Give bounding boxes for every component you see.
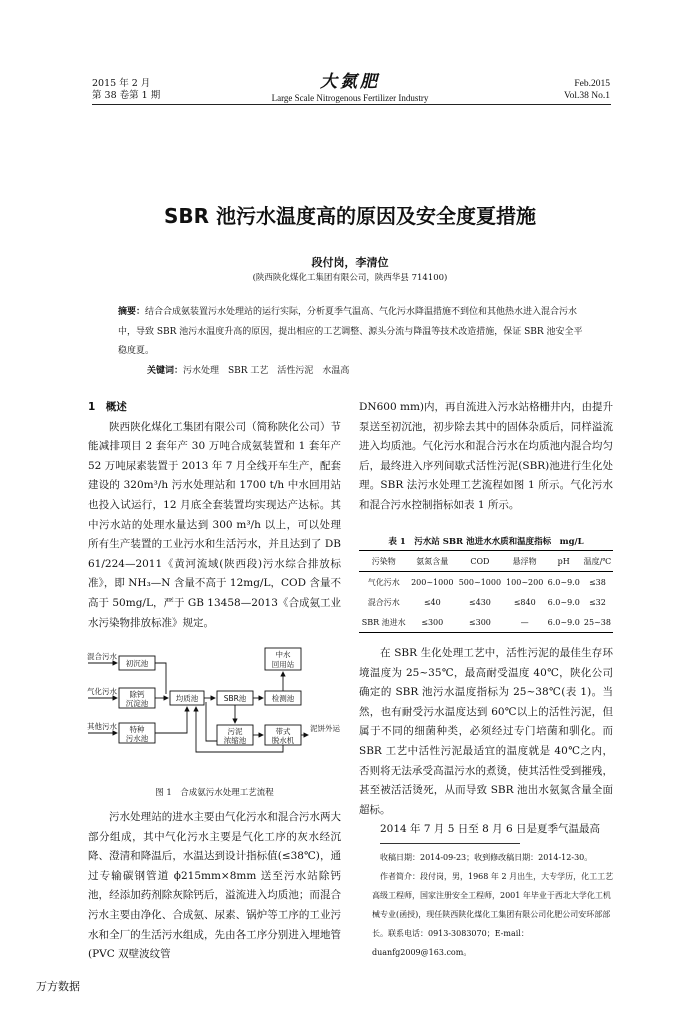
table-cell: 100~200: [506, 577, 544, 587]
table-header: pH: [557, 556, 570, 566]
table-cell: ≤300: [468, 617, 491, 627]
box-sludge-thickener-line1: 污泥: [227, 727, 243, 736]
table-header: 温度/℃: [583, 556, 612, 566]
abstract-text: 结合合成氨装置污水处理站的运行实际，分析夏季气温高、气化污水降温措施不到位和其他热水进入混合污水中，导致 SBR 池污水温度升高的原因，提出相应的工艺调整、源头分流与降温等技术改造措施，保证 SBR 池安全平稳度夏。: [118, 307, 583, 356]
footnote-received: 收稿日期：2014-09-23；收到修改稿日期：2014-12-30。: [380, 853, 593, 862]
table-cell: —: [520, 617, 529, 627]
table-header: 悬浮物: [512, 556, 537, 566]
paragraph-inflow: 污水处理站的进水主要由气化污水和混合污水两大部分组成，其中气化污水主要是气化工序的灰水经沉降、澄清和降温后，水温达到设计指标值(≤38℃)，通过专输碳钢管道 ϕ215mm×8mm 送至污水站除钙池，经添加药剂除灰除钙后，溢流进入均质池；而混合污水主要由净化、合成氨、尿素、锅炉等工序的工业污水和全厂的生活污水组成，先由各工序分别进入埋地管 (PVC 双壁波纹管: [88, 811, 341, 961]
figure-caption: 图 1 合成氨污水处理工艺流程: [155, 788, 274, 798]
header-rule: [92, 104, 611, 105]
journal-logo: 大氮肥: [320, 72, 380, 92]
box-special-line2: 污水池: [125, 734, 149, 743]
table-cell: ≤40: [423, 597, 441, 607]
header-right: [564, 78, 610, 102]
input-other-wastewater: 其他污水: [87, 722, 117, 731]
left-column-bottom: [88, 808, 341, 965]
footnote-author-bio: 作者简介：段付岗，男，1968 年 2 月出生，大专学历，化工工艺高级工程师，国家注册安全工程师，2001 年毕业于西北大学化工机械专业(函授)，现任陕西陕化煤化工集团有限公司化肥公司安环部部长。联系电话：0913-3083070；E-mail：duanfg2009@163.com。: [372, 872, 614, 957]
box-homogenizing: 均质池: [175, 694, 199, 703]
footnote-rule: [380, 843, 520, 844]
abstract-label: 摘要：: [118, 307, 146, 317]
keywords-label: 关键词：: [147, 366, 184, 376]
table-cell: 6.0~9.0: [547, 597, 580, 607]
table-cell: SBR 池进水: [361, 617, 406, 627]
header-date-en: Feb.2015: [574, 79, 610, 89]
table-header: 污染物: [371, 556, 396, 566]
table-row: [359, 612, 613, 633]
water-quality-table: [359, 550, 613, 633]
box-reuse-line1: 中水: [275, 650, 291, 659]
footer-brand: 万方数据: [36, 980, 80, 993]
header-volume-en: Vol.38 No.1: [563, 91, 610, 101]
right-column-middle: [359, 644, 613, 840]
table-cell: 混合污水: [367, 597, 400, 607]
box-belt-press-line1: 带式: [275, 727, 291, 736]
input-gasification-wastewater: 气化污水: [87, 687, 117, 696]
box-decalcify-line1: 除钙: [129, 690, 145, 699]
table-cell: ≤840: [513, 597, 536, 607]
paragraph-temperature: 在 SBR 生化处理工艺中，活性污泥的最佳生存环境温度为 25~35℃，最高耐受温度 40℃，陕化公司确定的 SBR 池污水温度指标为 25~38℃(表 1)。当然，也有耐受污水温度达到 60℃以上的活性污泥，但属于不同的细菌种类，必须经过专门培菌和驯化。而 SBR 工艺中活性污泥最适宜的温度就是 40℃之内，否则将无法承受高温污水的煮烫，使其活性受到摧残，甚至被活活烫死，从而导致 SBR 池出水氨氮含量全面超标。: [359, 647, 613, 816]
keywords-text: 污水处理 SBR 工艺 活性污泥 水温高: [183, 366, 350, 376]
table-header: 氨氮含量: [416, 556, 449, 566]
box-decalcify-line2: 沉淀池: [125, 699, 149, 708]
keywords: [147, 363, 349, 376]
article-authors: 段付岗，李清位: [311, 256, 389, 269]
table-caption: 表 1 污水站 SBR 池进水水质和温度指标 mg/L: [388, 537, 584, 547]
paragraph-continued: DN600 mm)内，再自流进入污水站格栅井内，由提升泵送至初沉池，初步除去其中的固体杂质后，同样溢流进入均质池。气化污水和混合污水在均质池内混合均匀后，最终进入序列间歇式活性污泥(SBR)池进行生化处理。SBR 法污水处理工艺流程如图 1 所示。气化污水和混合污水控制指标如表 1 所示。: [359, 401, 613, 511]
table-cell: 6.0~9.0: [547, 617, 580, 627]
paragraph-overview: 陕西陕化煤化工集团有限公司（简称陕化公司）节能减排项目 2 套年产 30 万吨合成氨装置和 1 套年产 52 万吨尿素装置于 2013 年 7 月全线开车生产，配套建设的 320m³/h 污水处理站和 1700 t/h 中水回用站也投入试运行，12 月底全套装置均实现达产达标。其中污水站的处理水量达到 300 m³/h 以上，可以处理所有生产装置的工业污水和生活污水，并且达到了 DB 61/224—2011《黄河流域(陕西段)污水综合排放标准》，即 NH₃—N 含量不高于 12mg/L，COD 含量不高于 50mg/L，严于 GB 13458—2013《合成氨工业水污染物排放标准》规定。: [88, 420, 341, 629]
box-primary-settling: 初沉池: [125, 659, 149, 668]
table-cell: ≤300: [421, 617, 444, 627]
table-cell: ≤430: [468, 597, 491, 607]
box-monitoring: 检测池: [271, 694, 295, 703]
abstract: [118, 303, 588, 362]
header-left: [92, 78, 160, 102]
table-cell: 500~1000: [458, 577, 502, 587]
header-center: [250, 72, 450, 103]
paragraph-summer: 2014 年 7 月 5 日至 8 月 6 日是夏季气温最高: [380, 823, 600, 836]
table-row: [359, 592, 613, 612]
table-cell: ≤38: [588, 577, 606, 587]
footnote: [372, 848, 617, 962]
process-flow-diagram: [86, 644, 348, 780]
table-header-row: [359, 551, 613, 572]
article-title: SBR 池污水温度高的原因及安全度夏措施: [163, 204, 536, 228]
table-cell: 25~38: [583, 617, 611, 627]
box-reuse-line2: 回用站: [271, 660, 295, 669]
journal-english-name: Large Scale Nitrogenous Fertilizer Industry: [271, 93, 429, 103]
left-column-top: [88, 398, 341, 633]
box-belt-press-line2: 脱水机: [271, 736, 295, 745]
right-column-top: [359, 398, 613, 516]
header-date-cn: 2015 年 2 月: [92, 78, 151, 89]
table-cell: 6.0~9.0: [547, 577, 580, 587]
box-sbr: SBR池: [223, 694, 247, 703]
input-mixed-wastewater: 混合污水: [87, 652, 117, 661]
output-sludge-cake: 泥饼外运: [310, 724, 340, 733]
header-volume-cn: 第 38 卷第 1 期: [92, 90, 161, 101]
table-row: [359, 572, 613, 593]
box-special-line1: 特种: [129, 725, 145, 734]
article-affiliation: (陕西陕化煤化工集团有限公司，陕西华县 714100): [252, 273, 448, 283]
table-cell: 200~1000: [411, 577, 454, 587]
table-cell: 气化污水: [367, 577, 400, 587]
table-header: COD: [470, 556, 490, 566]
table-cell: ≤32: [588, 597, 606, 607]
box-sludge-thickener-line2: 浓缩池: [223, 736, 247, 745]
section-title: 1 概述: [88, 401, 127, 413]
